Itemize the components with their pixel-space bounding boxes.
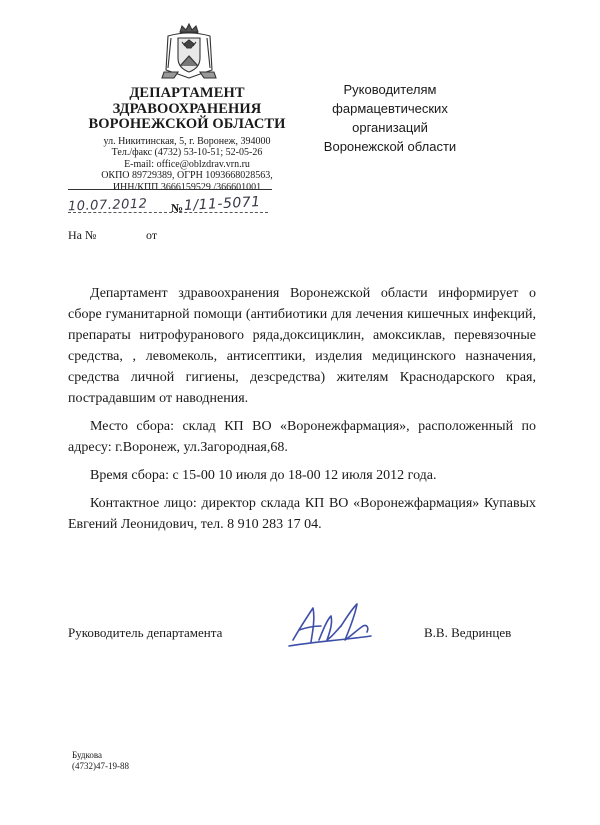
body-paragraph-3: Время сбора: с 15-00 10 июля до 18-00 12 июля 2012 года. <box>90 468 437 483</box>
department-email: E-mail: office@oblzdrav.vrn.ru <box>124 158 250 170</box>
executor-info <box>72 750 129 772</box>
registration-underline <box>68 212 268 213</box>
department-phone: Тел./факс (4732) 53-10-51; 52-05-26 <box>111 147 263 159</box>
addressee-block <box>300 80 480 156</box>
department-name-line-1: ДЕПАРТАМЕНТ <box>129 85 245 101</box>
registration-row <box>64 196 304 220</box>
body-paragraph-1: Департамент здравоохранения Воронежской области информирует о сборе гуманитарной помощи (антибиотики для лечения кишечных инфекций, препараты нитрофуранового ряда,доксициклин, амоксиклав, перевязочные средства, , левомеколь, антисептики, изделия медицинского назначения, средства личной гигиены, дезсредства) жителям Краснодарского края, пострадавшим от наводнения. <box>68 286 536 406</box>
executor-phone: (4732)47-19-88 <box>72 761 129 771</box>
department-codes-1: ОКПО 89729389, ОГРН 1093668028563, <box>101 170 273 182</box>
coat-of-arms-icon <box>160 22 218 82</box>
header-divider <box>68 189 272 190</box>
body-paragraph-4: Контактное лицо: директор склада КП ВО «Воронежфармация» Купавых Евгений Леонидович, тел. 8 910 283 17 04. <box>68 496 536 532</box>
department-name-line-2: ЗДРАВООХРАНЕНИЯ <box>112 100 262 117</box>
department-header <box>62 86 312 193</box>
handwritten-signature-icon <box>283 596 375 656</box>
reference-number-label: На № <box>68 228 97 242</box>
executor-name: Будкова <box>72 750 102 760</box>
reference-row <box>68 228 158 243</box>
registration-number: 1/11-5071 <box>183 194 261 214</box>
registration-date: 10.07.2012 <box>67 196 148 215</box>
reference-from-label: от <box>146 228 158 242</box>
department-name-line-3: ВОРОНЕЖСКОЙ ОБЛАСТИ <box>88 116 286 132</box>
body-paragraph-2: Место сбора: склад КП ВО «Воронежфармация», расположенный по адресу: г.Воронеж, ул.Загородная,68. <box>68 419 536 455</box>
addressee-line-2: организаций <box>352 120 428 135</box>
department-codes-2: ИНН/КПП 3666159529 /366601001 <box>112 181 262 193</box>
addressee-line-3: Воронежской области <box>323 139 457 154</box>
signatory-name: В.В. Ведринцев <box>424 625 512 640</box>
addressee-line-1: Руководителям фармацевтических <box>332 82 448 116</box>
signature-block <box>68 620 528 670</box>
signatory-position: Руководитель департамента <box>68 625 223 640</box>
letter-body <box>68 283 536 542</box>
department-address: ул. Никитинская, 5, г. Воронеж, 394000 <box>103 135 271 147</box>
registration-number-label: № <box>171 201 184 215</box>
